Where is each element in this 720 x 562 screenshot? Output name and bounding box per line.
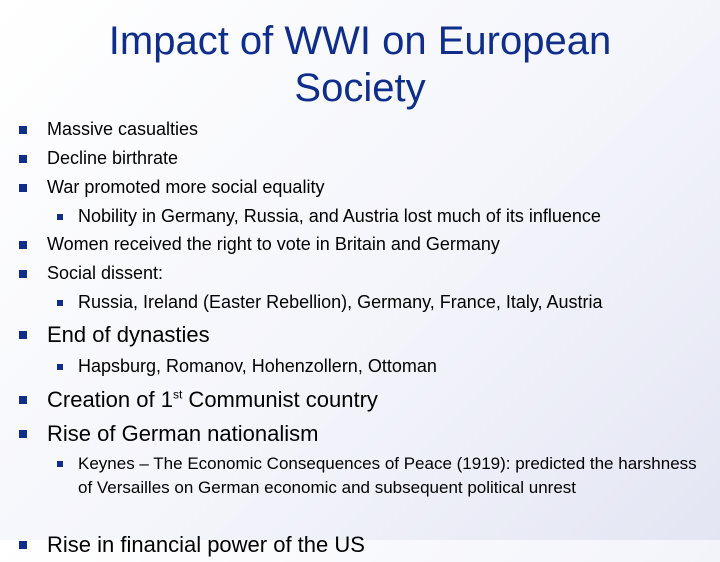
bullet-text: War promoted more social equality <box>47 177 325 197</box>
square-bullet-icon <box>19 430 27 438</box>
bullet-text: Creation of 1st Communist country <box>47 387 378 412</box>
square-bullet-icon <box>19 331 27 339</box>
square-bullet-icon <box>19 396 27 404</box>
square-bullet-icon <box>19 155 27 163</box>
bullet-text: Rise in financial power of the US <box>47 532 365 557</box>
square-bullet-icon <box>19 241 27 249</box>
square-bullet-icon <box>57 364 63 370</box>
bullet-text: Russia, Ireland (Easter Rebellion), Germany, France, Italy, Austria <box>78 292 603 312</box>
bullet-text: Social dissent: <box>47 263 164 283</box>
bullet-text: End of dynasties <box>47 322 210 347</box>
bullet-text: Rise of German nationalism <box>47 421 319 446</box>
bullet-text: Women received the right to vote in Britain and Germany <box>47 234 500 254</box>
square-bullet-icon <box>57 300 63 306</box>
square-bullet-icon <box>19 184 27 192</box>
bullet-text: Nobility in Germany, Russia, and Austria lost much of its influence <box>78 206 601 226</box>
square-bullet-icon <box>19 126 27 134</box>
square-bullet-icon <box>19 270 27 278</box>
square-bullet-icon <box>57 214 63 220</box>
bullet-text: Massive casualties <box>47 119 199 139</box>
bullet-text: Decline birthrate <box>47 148 179 168</box>
square-bullet-icon <box>19 541 27 549</box>
bullet-text: Keynes – The Economic Consequences of Peace (1919): predicted the harshness of Versailles on German economic and subsequent political unrest <box>78 454 697 497</box>
slide-title: Impact of WWI on European Society <box>108 19 612 110</box>
bullet-text: Hapsburg, Romanov, Hohenzollern, Ottoman <box>78 356 437 376</box>
square-bullet-icon <box>57 461 63 467</box>
